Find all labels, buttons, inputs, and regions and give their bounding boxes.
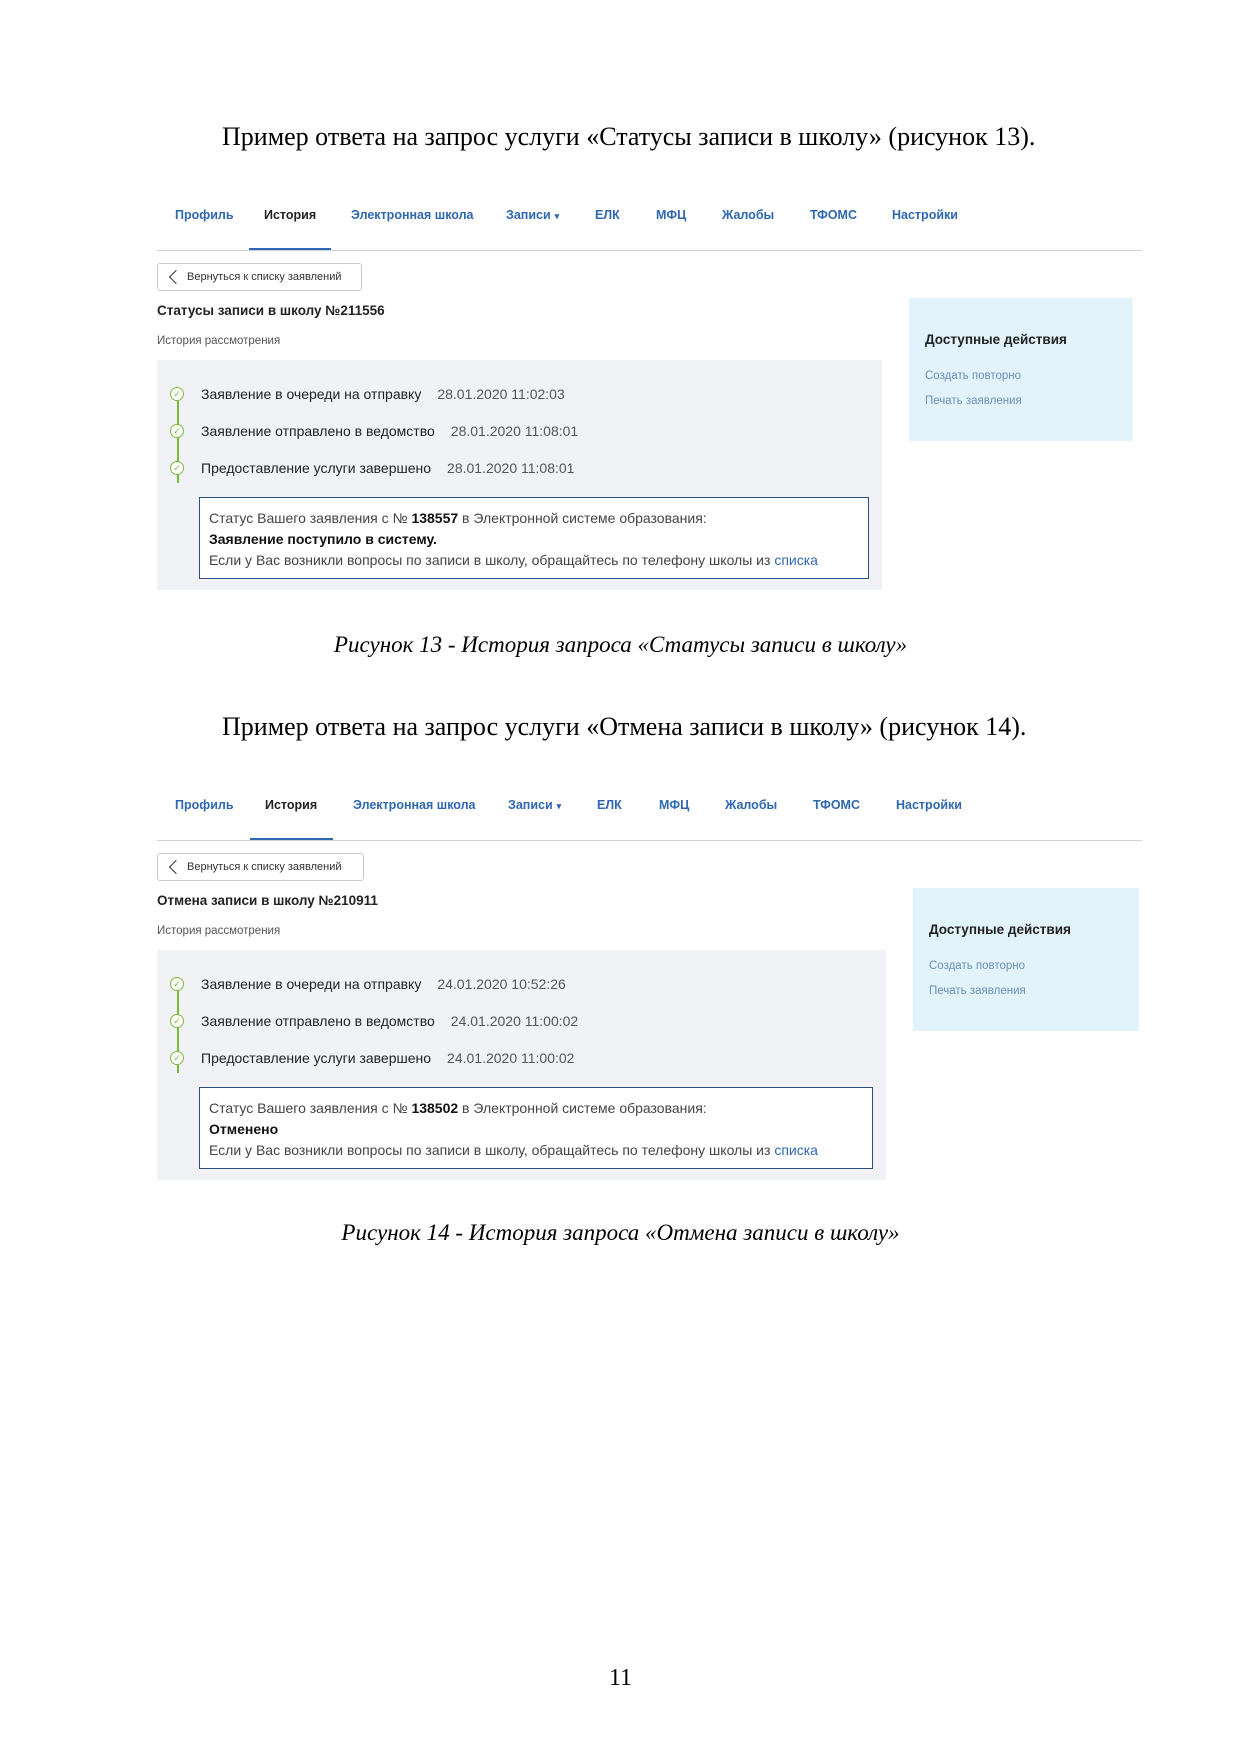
timeline-step <box>170 1011 578 1031</box>
step-label: Предоставление услуги завершено <box>201 460 432 476</box>
timeline-step <box>170 384 565 404</box>
check-circle-icon: ✓ <box>170 387 184 401</box>
status-line <box>209 1098 872 1119</box>
nav-tab-tfoms[interactable]: ТФОМС <box>813 798 860 812</box>
step-date: 28.01.2020 11:08:01 <box>450 423 579 439</box>
check-circle-icon: ✓ <box>170 461 184 475</box>
top-nav <box>157 190 1142 251</box>
nav-tab-complaints[interactable]: Жалобы <box>722 208 775 222</box>
nav-tab-history[interactable]: История <box>265 798 318 812</box>
contact-text: Если у Вас возникли вопросы по записи в школу, обращайтесь по телефону школы из <box>209 552 775 568</box>
status-suffix: в Электронной системе образования: <box>458 1100 707 1116</box>
application-title: Статусы записи в школу №211556 <box>157 303 385 318</box>
timeline-step <box>170 1048 574 1068</box>
nav-tab-profile[interactable]: Профиль <box>175 798 234 812</box>
check-circle-icon: ✓ <box>170 977 184 991</box>
application-title: Отмена записи в школу №210911 <box>157 893 378 908</box>
create-again-link[interactable]: Создать повторно <box>925 370 1022 382</box>
nav-tab-records-label: Записи <box>508 798 553 812</box>
history-label: История рассмотрения <box>157 335 281 347</box>
schools-list-link[interactable]: списка <box>774 552 818 568</box>
history-timeline <box>157 360 882 590</box>
step-date: 28.01.2020 11:02:03 <box>437 386 565 402</box>
nav-tab-tfoms[interactable]: ТФОМС <box>810 208 857 222</box>
print-application-link[interactable]: Печать заявления <box>925 395 1022 407</box>
nav-tab-elk[interactable]: ЕЛК <box>597 798 622 812</box>
timeline-step <box>170 458 574 478</box>
schools-list-link[interactable]: списка <box>774 1142 818 1158</box>
step-date: 28.01.2020 11:08:01 <box>447 460 575 476</box>
back-button-label: Вернуться к списку заявлений <box>187 861 342 873</box>
nav-tab-elk[interactable]: ЕЛК <box>595 208 620 222</box>
paragraph-2: Пример ответа на запрос услуги «Отмена записи в школу» (рисунок 14). <box>222 712 1027 741</box>
nav-tab-settings[interactable]: Настройки <box>896 798 962 812</box>
paragraph-1: Пример ответа на запрос услуги «Статусы записи в школу» (рисунок 13). <box>222 122 1036 151</box>
status-result <box>209 529 868 550</box>
step-label: Заявление в очереди на отправку <box>201 976 422 992</box>
status-result-text: Заявление поступило в систему. <box>209 531 437 547</box>
available-actions-panel <box>909 298 1133 441</box>
actions-title: Доступные действия <box>929 922 1071 937</box>
check-circle-icon: ✓ <box>170 1014 184 1028</box>
nav-tab-mfc[interactable]: МФЦ <box>659 798 690 812</box>
nav-tab-records[interactable] <box>506 208 559 222</box>
status-result <box>209 1119 872 1140</box>
screenshot-figure-14 <box>157 780 1142 1200</box>
actions-title: Доступные действия <box>925 332 1067 347</box>
status-message-box <box>199 1087 873 1169</box>
application-number: 138557 <box>411 510 459 526</box>
top-nav <box>157 780 1142 841</box>
status-prefix: Статус Вашего заявления с № <box>209 510 412 526</box>
timeline-step <box>170 974 566 994</box>
status-suffix: в Электронной системе образования: <box>458 510 707 526</box>
step-label: Предоставление услуги завершено <box>201 1050 432 1066</box>
step-date: 24.01.2020 10:52:26 <box>437 976 566 992</box>
contact-line <box>209 1140 872 1161</box>
step-label: Заявление отправлено в ведомство <box>201 1013 435 1029</box>
nav-tab-electronic-school[interactable]: Электронная школа <box>351 208 474 222</box>
application-number: 138502 <box>411 1100 459 1116</box>
back-to-list-button[interactable] <box>157 263 362 291</box>
nav-tab-electronic-school[interactable]: Электронная школа <box>353 798 476 812</box>
history-label: История рассмотрения <box>157 925 281 937</box>
contact-line <box>209 550 868 571</box>
available-actions-panel <box>913 888 1139 1031</box>
nav-tab-records[interactable] <box>508 798 561 812</box>
check-circle-icon: ✓ <box>170 424 184 438</box>
create-again-link[interactable]: Создать повторно <box>929 960 1026 972</box>
chevron-left-icon <box>169 270 183 284</box>
status-message-box <box>199 497 869 579</box>
check-circle-icon: ✓ <box>170 1051 184 1065</box>
nav-tab-settings[interactable]: Настройки <box>892 208 958 222</box>
print-application-link[interactable]: Печать заявления <box>929 985 1026 997</box>
page-number: 11 <box>608 1665 633 1691</box>
history-timeline <box>157 950 886 1180</box>
step-label: Заявление в очереди на отправку <box>201 386 422 402</box>
status-prefix: Статус Вашего заявления с № <box>209 1100 412 1116</box>
figure-caption-14: Рисунок 14 - История запроса «Отмена записи в школу» <box>341 1220 900 1245</box>
nav-tab-records-label: Записи <box>506 208 551 222</box>
chevron-left-icon <box>169 860 183 874</box>
status-result-text: Отменено <box>209 1121 279 1137</box>
step-date: 24.01.2020 11:00:02 <box>450 1013 579 1029</box>
screenshot-figure-13 <box>157 190 1142 610</box>
figure-caption-13: Рисунок 13 - История запроса «Статусы записи в школу» <box>333 632 908 657</box>
nav-active-underline <box>249 248 331 250</box>
nav-tab-mfc[interactable]: МФЦ <box>656 208 687 222</box>
chevron-down-icon: ▾ <box>556 801 562 811</box>
timeline-step <box>170 421 578 441</box>
chevron-down-icon: ▾ <box>554 211 560 221</box>
nav-active-underline <box>250 838 333 840</box>
step-date: 24.01.2020 11:00:02 <box>447 1050 575 1066</box>
status-line <box>209 508 868 529</box>
step-label: Заявление отправлено в ведомство <box>201 423 435 439</box>
nav-tab-complaints[interactable]: Жалобы <box>725 798 778 812</box>
contact-text: Если у Вас возникли вопросы по записи в школу, обращайтесь по телефону школы из <box>209 1142 775 1158</box>
back-button-label: Вернуться к списку заявлений <box>187 271 342 283</box>
nav-tab-profile[interactable]: Профиль <box>175 208 234 222</box>
back-to-list-button[interactable] <box>157 853 364 881</box>
nav-tab-history[interactable]: История <box>264 208 317 222</box>
